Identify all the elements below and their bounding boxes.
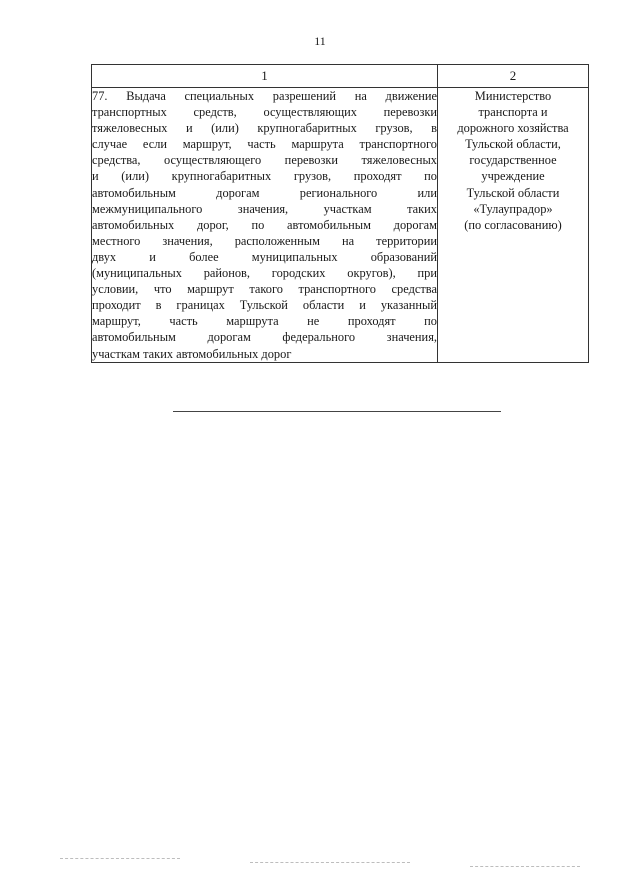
services-table [91,64,589,363]
service-line: транспортных средств, осуществляющих перевозки [92,105,437,120]
service-line: межмуниципального значения, участкам таких [92,201,437,216]
service-line: тяжеловесных и (или) крупногабаритных грузов, в [92,121,437,136]
service-line: местного значения, расположенным на территории [92,233,437,248]
service-line: проходит в границах Тульской области и указанный [92,298,437,313]
table-row [92,88,589,363]
column-header-2: 2 [438,65,589,88]
service-line: автомобильным дорогам федерального значения, [92,330,437,345]
page-number: 11 [314,34,326,48]
scan-artifact [250,862,410,863]
responsible-line: государственное [469,153,557,168]
responsible-line: (по согласованию) [464,217,562,232]
service-description-cell [92,88,438,363]
service-line: (муниципальных районов, городских округов), при [92,266,437,281]
responsible-line: Тульской области [466,185,560,200]
responsible-line: транспорта и [478,105,548,120]
service-line: участкам таких автомобильных дорог [92,346,292,361]
responsible-line: учреждение [481,169,545,184]
service-line: двух и более муниципальных образований [92,249,437,264]
service-line: случае если маршрут, часть маршрута транспортного [92,137,437,152]
service-line: автомобильным дорогам регионального или [92,185,437,200]
responsible-line: «Тулаупрадор» [473,201,553,216]
end-separator-line [173,411,501,412]
service-line: маршрут, часть маршрута не проходят по [92,314,437,329]
responsible-body-cell [438,88,589,363]
scan-artifact [470,866,580,867]
service-line: условии, что маршрут такого транспортного средства [92,282,437,297]
service-line: 77. Выдача специальных разрешений на движение [92,89,437,103]
service-line: автомобильных дорог, по автомобильным дорогам [92,217,437,232]
service-line: средства, осуществляющего перевозки тяжеловесных [92,153,437,168]
responsible-line: Тульской области, [465,137,561,152]
responsible-line: Министерство [474,89,552,103]
scan-artifact [60,858,180,859]
service-line: и (или) крупногабаритных грузов, проходят по [92,169,437,184]
table-header-row [92,65,589,88]
responsible-line: дорожного хозяйства [457,121,569,136]
column-header-1: 1 [92,65,438,88]
